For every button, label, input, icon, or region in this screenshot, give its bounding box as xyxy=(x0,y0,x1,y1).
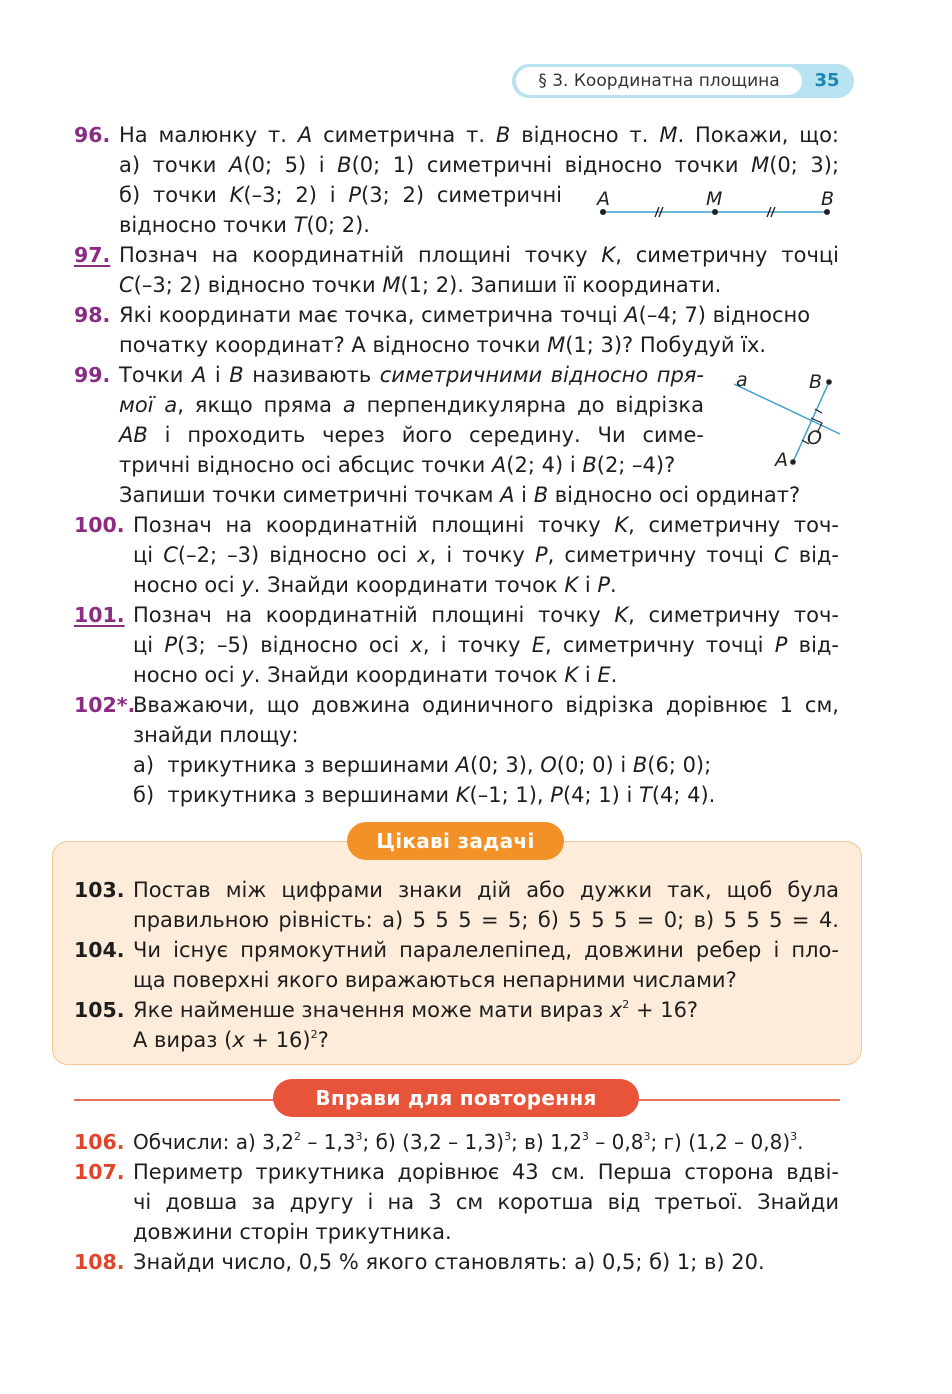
section-title: § 3. Координатна площина xyxy=(516,67,802,95)
problem-line: знайди площу: xyxy=(133,723,299,747)
problem-line: тричні відносно осі абсцис точки A(2; 4) і B(2; –4)? xyxy=(119,453,676,477)
segment-figure xyxy=(590,186,850,226)
problem-line: Точки A і B називають симетричними відносно пря- xyxy=(119,363,704,387)
problem-line: відносно точки T(0; 2). xyxy=(119,213,370,237)
problem-line: Яке найменше значення може мати вираз $x^2 + 16$? xyxy=(133,998,699,1022)
problem-line: Які координати має точка, симетрична точці A(–4; 7) відносно xyxy=(119,303,811,327)
problem-line: ща поверхні якого виражаються непарними числами? xyxy=(133,968,737,992)
point-a xyxy=(790,459,796,465)
problem-line: ці C(–2; –3) відносно осі x, і точку P, симетричну точці C від- xyxy=(133,543,840,567)
problem-line: Познач на координатній площині точку K, симетричну точ- xyxy=(133,513,839,537)
problem-number: 96. xyxy=(74,123,111,147)
segment-ab xyxy=(793,382,829,462)
problem-line: а) трикутника з вершинами A(0; 3), O(0; 0) і B(6; 0); xyxy=(133,753,712,777)
problem-line: Обчисли: а) $3,2^2 - 1,3^3$; б) (3,2 – 1,3)$^3$; в) $1,2^3 - 0,8^3$; г) (1,2 – 0,8)$^3$. xyxy=(133,1130,804,1154)
section-tag-review: Вправи для повторення xyxy=(273,1079,639,1117)
problem-number: 100. xyxy=(74,513,125,537)
problem-line: Вважаючи, що довжина одиничного відрізка дорівнює 1 см, xyxy=(133,693,839,717)
label-a: A xyxy=(775,449,788,471)
problem-line: чі довша за другу і на 3 см коротша від третьої. Знайди xyxy=(133,1190,839,1214)
label-b: B xyxy=(809,371,823,393)
problem-line: А вираз $(x + 16)^2$? xyxy=(133,1028,329,1052)
problem-line: C(–3; 2) відносно точки M(1; 2). Запиши її координати. xyxy=(119,273,722,297)
problem-line: Знайди число, 0,5 % якого становлять: а) 0,5; б) 1; в) 20. xyxy=(133,1250,765,1274)
problem-line: Постав між цифрами знаки дій або дужки так, щоб була xyxy=(133,878,839,902)
label-a: A xyxy=(597,188,610,210)
problem-line: правильною рівність: а) 5 5 5 = 5; б) 5 5 5 = 0; в) 5 5 5 = 4. xyxy=(133,908,839,932)
problem-line: довжини сторін трикутника. xyxy=(133,1220,452,1244)
problem-number: 104. xyxy=(74,938,125,962)
problem-number: 99. xyxy=(74,363,111,387)
problem-line: носно осі y. Знайди координати точок K і E. xyxy=(133,663,618,687)
page-number: 35 xyxy=(814,70,840,91)
problem-line: На малюнку т. A симетрична т. B відносно т. M. Покажи, що: xyxy=(119,123,839,147)
label-m: M xyxy=(706,188,723,210)
problem-line: AB і проходить через його середину. Чи симе- xyxy=(119,423,704,447)
problem-line: мої a, якщо пряма a перпендикулярна до відрізка xyxy=(119,393,704,417)
problem-number: 105. xyxy=(74,998,125,1022)
problem-line: Познач на координатній площині точку K, симетричну точ- xyxy=(133,603,839,627)
problem-number: 97. xyxy=(74,243,111,267)
problem-number: 103. xyxy=(74,878,125,902)
problem-line: б) трикутника з вершинами K(–1; 1), P(4; 1) і T(4; 4). xyxy=(133,783,716,807)
point-b xyxy=(826,379,832,385)
label-line-a: a xyxy=(736,369,748,391)
problem-line: Чи існує прямокутний паралелепіпед, довжини ребер і пло- xyxy=(133,938,839,962)
problem-line: Познач на координатній площині точку K, симетричну точці xyxy=(119,243,839,267)
problem-line: а) точки A(0; 5) і B(0; 1) симетричні відносно точки M(0; 3); xyxy=(119,153,840,177)
problem-line: ці P(3; –5) відносно осі x, і точку E, симетричну точці P від- xyxy=(133,633,839,657)
problem-number: 98. xyxy=(74,303,111,327)
problem-line: б) точки K(–3; 2) і P(3; 2) симетричні xyxy=(119,183,563,207)
section-tag-interesting: Цікаві задачі xyxy=(347,822,564,860)
problem-number: 106. xyxy=(74,1130,125,1154)
label-o: O xyxy=(807,427,822,449)
problem-number: 102*. xyxy=(74,693,136,717)
problem-number: 108. xyxy=(74,1250,125,1274)
problem-line: Запиши точки симетричні точкам A і B відносно осі ординат? xyxy=(119,483,801,507)
problem-line: Периметр трикутника дорівнює 43 см. Перша сторона вдві- xyxy=(133,1160,839,1184)
problem-number: 101. xyxy=(74,603,125,627)
axis-symmetry-figure xyxy=(720,362,850,474)
label-b: B xyxy=(821,188,835,210)
problem-line: носно осі y. Знайди координати точок K і P. xyxy=(133,573,617,597)
problem-line: початку координат? А відносно точки M(1; 3)? Побудуй їх. xyxy=(119,333,767,357)
problem-number: 107. xyxy=(74,1160,125,1184)
